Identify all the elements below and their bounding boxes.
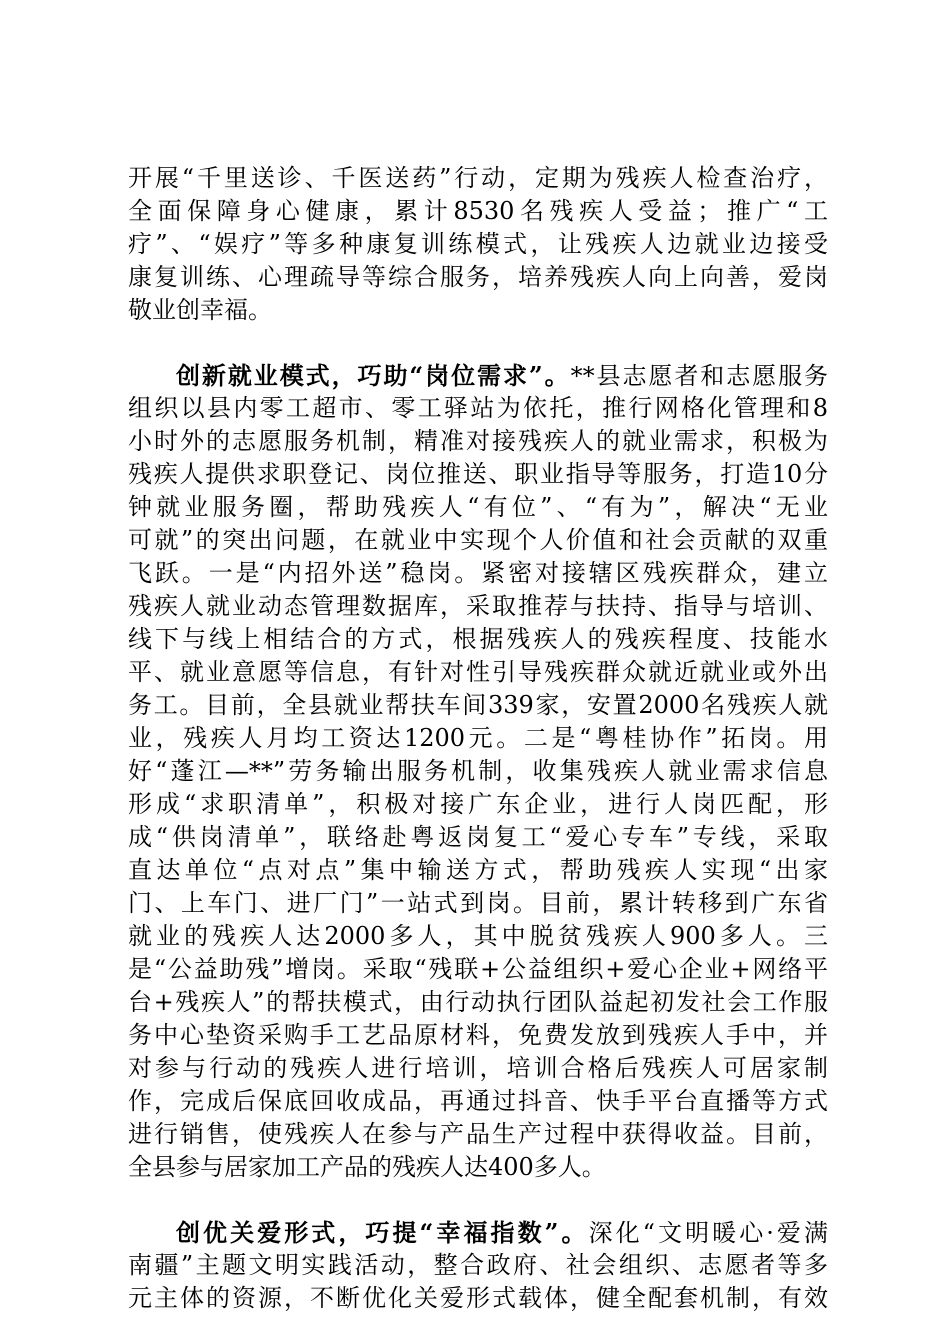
text-line: 小时外的志愿服务机制，精准对接残疾人的就业需求，积极为 bbox=[128, 427, 828, 455]
text-line: 好“蓬江—**”劳务输出服务机制，收集残疾人就业需求信息 bbox=[128, 757, 828, 785]
text-line: 残疾人就业动态管理数据库，采取推荐与扶持、指导与培训、 bbox=[128, 592, 828, 620]
text-line: 形成“求职清单”，积极对接广东企业，进行人岗匹配，形 bbox=[128, 790, 828, 818]
text-fragment: 深化“文明暖心·爱满 bbox=[588, 1219, 828, 1247]
text-line: 成“供岗清单”，联络赴粤返岗复工“爱心专车”专线，采取 bbox=[128, 823, 828, 851]
text-line: 钟就业服务圈，帮助残疾人“有位”、“有为”，解决“无业 bbox=[128, 493, 828, 521]
text-line: 作，完成后保底回收成品，再通过抖音、快手平台直播等方式 bbox=[128, 1087, 828, 1115]
text-line: 可就”的突出问题，在就业中实现个人价值和社会贡献的双重 bbox=[128, 526, 828, 554]
text-line: 全县参与居家加工产品的残疾人达400多人。 bbox=[128, 1153, 606, 1181]
text-fragment: **县志愿者和志愿服务 bbox=[570, 362, 829, 390]
text-line: 门、上车门、进厂门”一站式到岗。目前，累计转移到广东省 bbox=[128, 889, 828, 917]
paragraph-heading: 创优关爱形式，巧提“幸福指数”。 bbox=[176, 1218, 589, 1247]
paragraph-spacer bbox=[128, 1184, 828, 1216]
paragraph-3 bbox=[128, 1216, 828, 1315]
text-line: 敬业创幸福。 bbox=[128, 296, 272, 324]
text-line: 对参与行动的残疾人进行培训，培训合格后残疾人可居家制 bbox=[128, 1054, 828, 1082]
text-line: 线下与线上相结合的方式，根据残疾人的残疾程度、技能水 bbox=[128, 625, 828, 653]
text-line: 平、就业意愿等信息，有针对性引导残疾群众就近就业或外出 bbox=[128, 658, 828, 686]
text-line: 台+残疾人”的帮扶模式，由行动执行团队益起初发社会工作服 bbox=[128, 988, 828, 1016]
text-line: 残疾人提供求职登记、岗位推送、职业指导等服务，打造10分 bbox=[128, 460, 828, 488]
paragraph-spacer bbox=[128, 327, 828, 359]
paragraph-1 bbox=[128, 162, 828, 327]
text-line: 就业的残疾人达2000多人，其中脱贫残疾人900多人。三 bbox=[128, 922, 828, 950]
text-line: 务中心垫资采购手工艺品原材料，免费发放到残疾人手中，并 bbox=[128, 1021, 828, 1049]
paragraph-heading: 创新就业模式，巧助“岗位需求”。 bbox=[176, 361, 571, 390]
text-line: 组织以县内零工超市、零工驿站为依托，推行网格化管理和8 bbox=[128, 394, 828, 422]
text-line: 飞跃。一是“内招外送”稳岗。紧密对接辖区残疾群众，建立 bbox=[128, 559, 828, 587]
paragraph-first-line bbox=[128, 359, 828, 392]
paragraph-2 bbox=[128, 359, 828, 1184]
paragraph-first-line bbox=[128, 1216, 828, 1249]
text-line: 全面保障身心健康，累计8530名残疾人受益；推广“工 bbox=[128, 197, 828, 225]
text-line: 开展“千里送诊、千医送药”行动，定期为残疾人检查治疗， bbox=[128, 164, 828, 192]
document-body bbox=[128, 162, 828, 1315]
text-line: 康复训练、心理疏导等综合服务，培养残疾人向上向善，爱岗 bbox=[128, 263, 828, 291]
text-line: 元主体的资源，不断优化关爱形式载体，健全配套机制，有效 bbox=[128, 1284, 828, 1312]
text-line: 务工。目前，全县就业帮扶车间339家，安置2000名残疾人就 bbox=[128, 691, 828, 719]
text-line: 疗”、“娱疗”等多种康复训练模式，让残疾人边就业边接受 bbox=[128, 230, 828, 258]
text-line: 是“公益助残”增岗。采取“残联+公益组织+爱心企业+网络平 bbox=[128, 955, 828, 983]
text-line: 业，残疾人月均工资达1200元。二是“粤桂协作”拓岗。用 bbox=[128, 724, 828, 752]
text-line: 南疆”主题文明实践活动，整合政府、社会组织、志愿者等多 bbox=[128, 1251, 828, 1279]
text-line: 进行销售，使残疾人在参与产品生产过程中获得收益。目前， bbox=[128, 1120, 828, 1148]
text-line: 直达单位“点对点”集中输送方式，帮助残疾人实现“出家 bbox=[128, 856, 828, 884]
